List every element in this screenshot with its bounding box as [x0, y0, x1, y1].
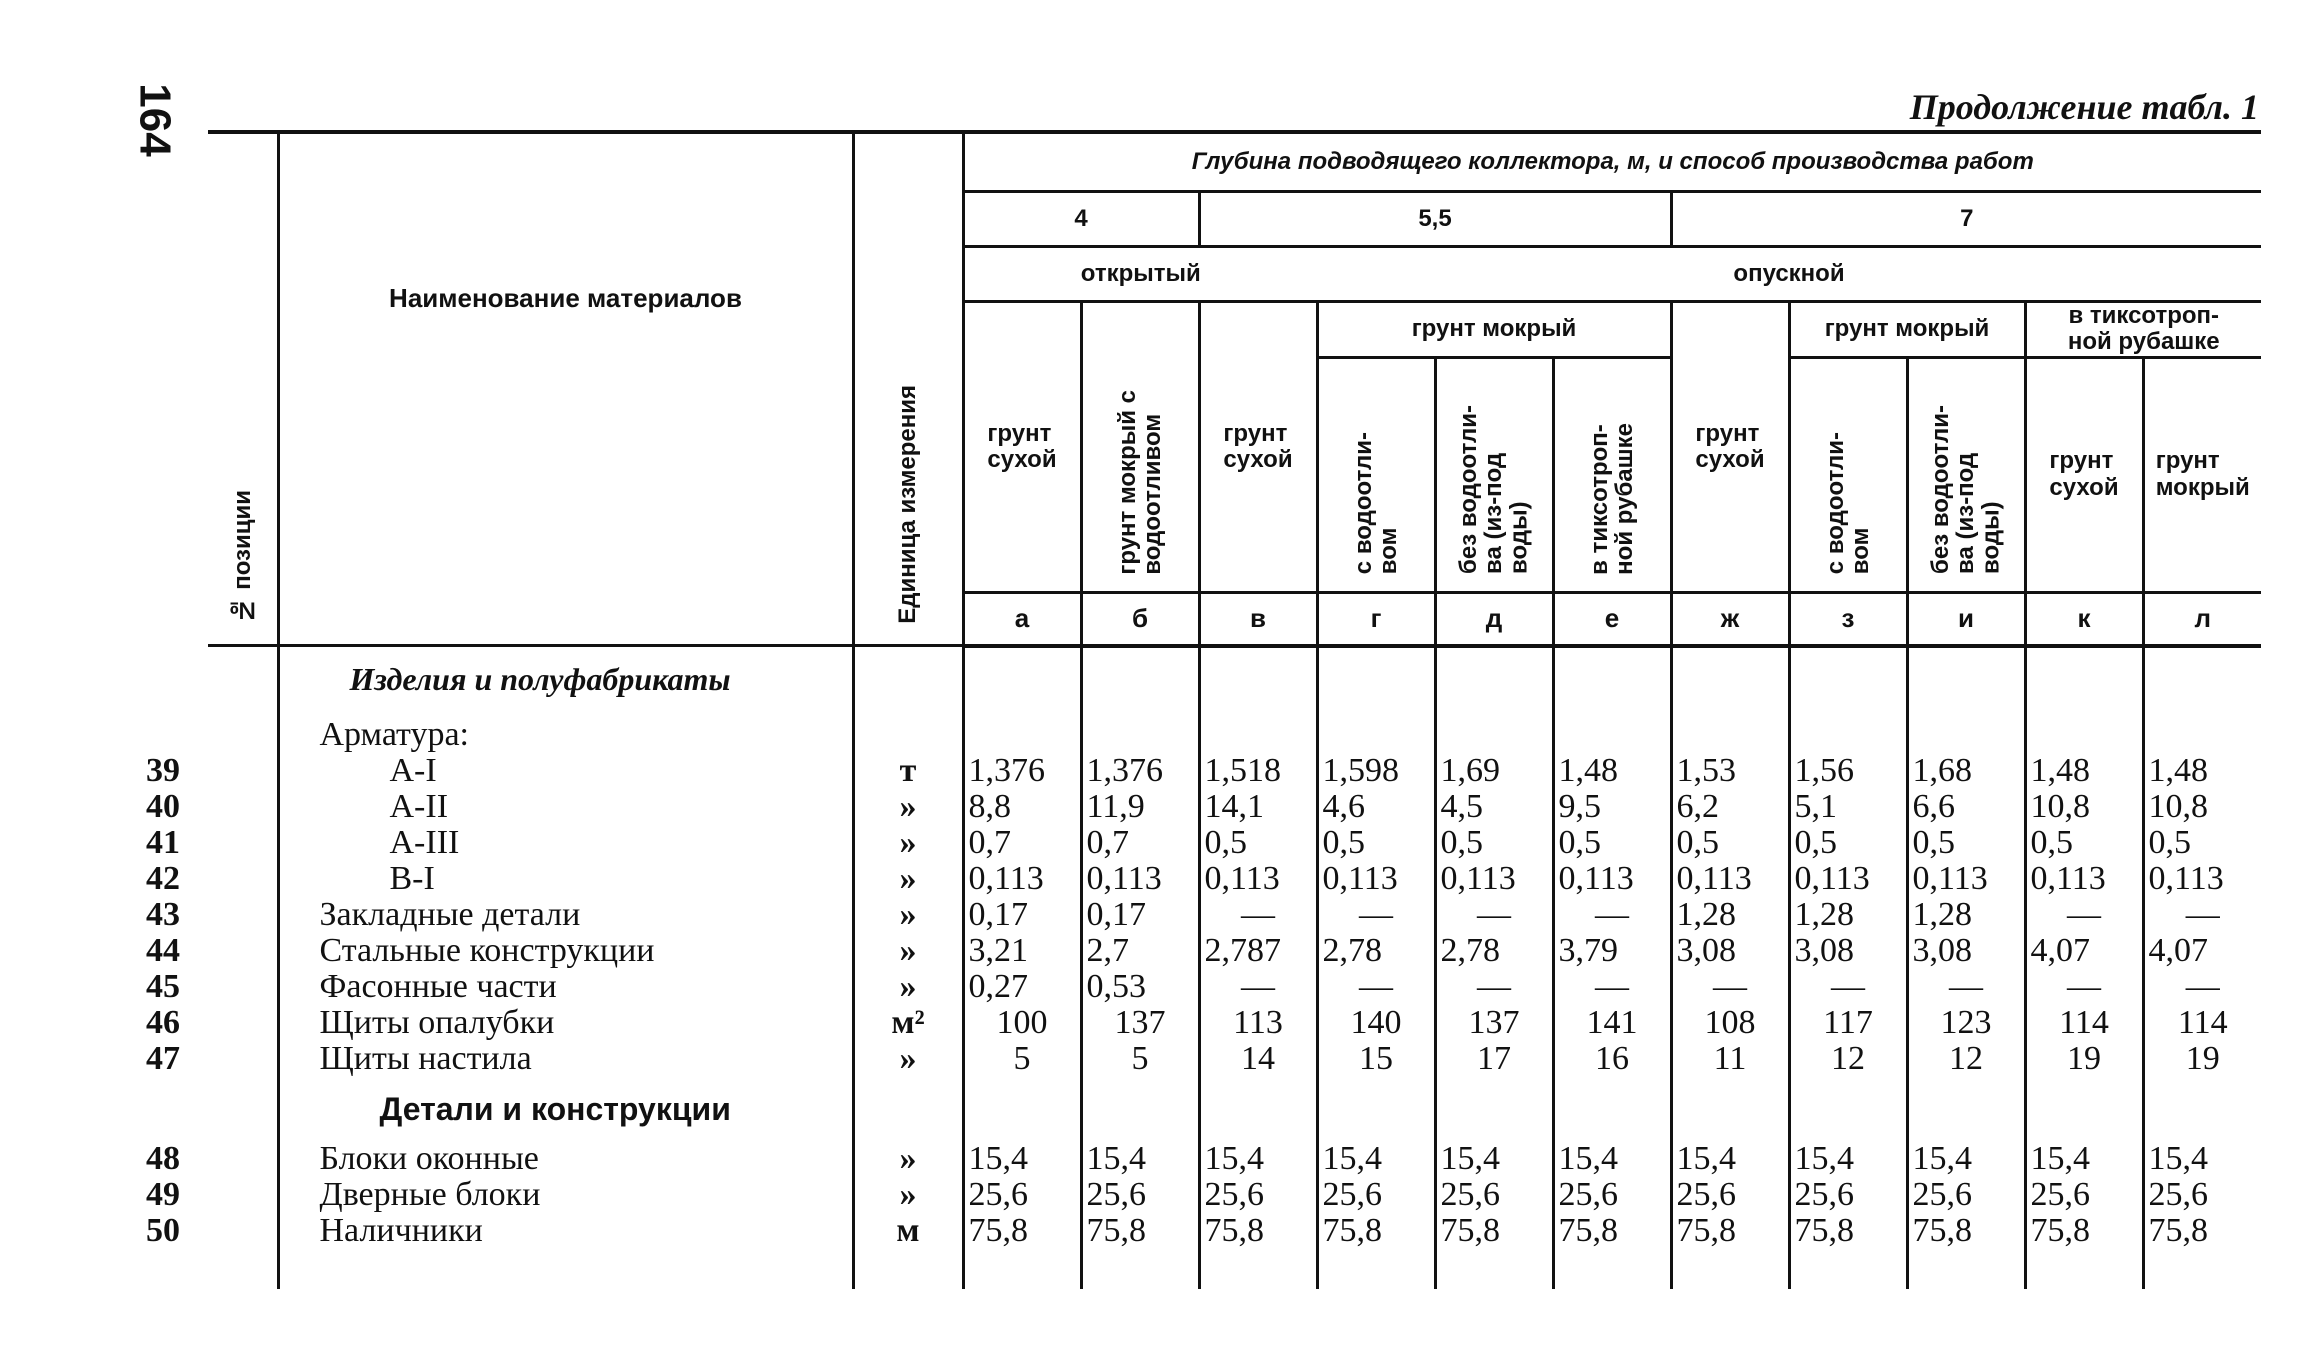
table-body: [146, 646, 2261, 1290]
row-value: 4,6: [1317, 789, 1435, 825]
row-value: 4,5: [1435, 789, 1553, 825]
row-value: 15,4: [963, 1141, 1081, 1177]
row-value: 3,08: [1789, 933, 1907, 969]
row-value: 16: [1553, 1041, 1671, 1077]
row-value: 1,28: [1789, 897, 1907, 933]
depth-55-label: 5,5: [1418, 204, 1452, 232]
row-value: 0,113: [1317, 861, 1435, 897]
row-value: 25,6: [1317, 1177, 1435, 1213]
row-value: 0,5: [2025, 825, 2143, 861]
row-value: 19: [2025, 1041, 2143, 1077]
row-value: 75,8: [1435, 1213, 1553, 1249]
row-value: 19: [2185, 1040, 2220, 1078]
row-value: 15,4: [2025, 1141, 2143, 1177]
row-value: 0,7: [963, 825, 1081, 861]
row-value: 0,113: [1671, 861, 1789, 897]
row-value: —: [1317, 969, 1435, 1005]
table-row: [208, 861, 2261, 897]
row-value: 14: [1199, 1041, 1317, 1077]
row-value: 10,8: [2148, 788, 2208, 826]
row-value: 114: [2177, 1004, 2228, 1042]
row-value: 0,5: [2148, 824, 2191, 862]
row-material-name: Фасонные части: [278, 969, 853, 1005]
col-unit-label: Единица измерения: [894, 385, 922, 624]
sub-l-label: грунт мокрый: [2155, 447, 2250, 501]
letter-b: б: [1081, 592, 1199, 646]
section-details-row: [208, 1077, 2261, 1141]
sub-zh-header: [1671, 302, 1789, 593]
row-value: 6,2: [1671, 789, 1789, 825]
row-value: 1,28: [1671, 897, 1789, 933]
table-row: [208, 1213, 2261, 1249]
row-value: 11,9: [1081, 789, 1199, 825]
continuation-label: Продолжение табл. 1: [1909, 87, 2259, 127]
row-value: 3,08: [1907, 933, 2025, 969]
sub-e-label: в тиксотроп- ной рубашке: [1585, 422, 1638, 575]
row-value: 15: [1317, 1041, 1435, 1077]
row-value: 1,48: [2025, 753, 2143, 789]
row-value: 108: [1671, 1005, 1789, 1041]
row-value: 3,08: [1671, 933, 1789, 969]
row-material-name: Блоки оконные: [278, 1141, 853, 1177]
row-value: —: [1317, 897, 1435, 933]
row-value: 4,07: [2148, 932, 2208, 970]
wet-soil-2-label: грунт мокрый: [1824, 315, 1990, 343]
row-value: —: [1435, 969, 1553, 1005]
col-unit-header: [853, 132, 963, 646]
row-value: 141: [1553, 1005, 1671, 1041]
wet-soil-1-header: [1317, 302, 1671, 358]
row-value: —: [1671, 969, 1789, 1005]
sub-z-label: с водоотли- вом: [1821, 432, 1874, 575]
row-value: —: [2025, 897, 2143, 933]
row-value: 1,518: [1199, 753, 1317, 789]
table-row: [208, 1041, 2261, 1077]
sub-a-header: [963, 302, 1081, 593]
row-unit: »: [853, 861, 963, 897]
table-row: [208, 753, 2261, 789]
row-material-name: А-I: [278, 753, 853, 789]
table-row: [208, 825, 2261, 861]
row-value: 8,8: [963, 789, 1081, 825]
row-value: 75,8: [1553, 1213, 1671, 1249]
row-position: 50: [146, 1213, 216, 1249]
row-value: 15,4: [1199, 1141, 1317, 1177]
row-position: 49: [146, 1177, 216, 1213]
row-value: 75,8: [1907, 1213, 2025, 1249]
row-value: 75,8: [963, 1213, 1081, 1249]
row-value: 2,78: [1435, 933, 1553, 969]
sub-d-header: [1435, 357, 1553, 592]
row-position: 44: [146, 933, 216, 969]
row-unit: »: [853, 969, 963, 1005]
row-value: 2,7: [1081, 933, 1199, 969]
row-value: 15,4: [1553, 1141, 1671, 1177]
row-value: 25,6: [2025, 1177, 2143, 1213]
row-value: 5: [1081, 1041, 1199, 1077]
row-value: 0,113: [1081, 861, 1199, 897]
row-value: 2,78: [1317, 933, 1435, 969]
sub-b-header: [1081, 302, 1199, 593]
armatura-label: Арматура:: [278, 709, 853, 753]
sub-g-label: с водоотли- вом: [1349, 432, 1402, 575]
group-title-header: [963, 132, 2261, 192]
row-value: 0,5: [1317, 825, 1435, 861]
row-material-name: Закладные детали: [278, 897, 853, 933]
sub-a-label: грунт сухой: [987, 419, 1057, 473]
row-value: —: [2185, 896, 2220, 934]
sub-i-label: без водоотли- ва (из-под воды): [1927, 405, 2005, 575]
row-value: 0,113: [2025, 861, 2143, 897]
row-value: 1,48: [1553, 753, 1671, 789]
row-value: 17: [1435, 1041, 1553, 1077]
row-value: 0,113: [1435, 861, 1553, 897]
row-value: 25,6: [1671, 1177, 1789, 1213]
letter-v: в: [1199, 592, 1317, 646]
sub-i-header: [1907, 357, 2025, 592]
row-value: 2,787: [1199, 933, 1317, 969]
depth-4-header: [963, 192, 1199, 247]
sub-g-header: [1317, 357, 1435, 592]
wet-soil-2-header: [1789, 302, 2025, 358]
row-position: 48: [146, 1141, 216, 1177]
row-unit: »: [853, 897, 963, 933]
row-value: 3,21: [963, 933, 1081, 969]
row-value: 25,6: [963, 1177, 1081, 1213]
row-value: 15,4: [2148, 1140, 2208, 1178]
row-value: 12: [1907, 1041, 2025, 1077]
row-value: 5,1: [1789, 789, 1907, 825]
row-value: —: [1553, 897, 1671, 933]
row-position: 45: [146, 969, 216, 1005]
row-value: 11: [1671, 1041, 1789, 1077]
row-value: 1,376: [1081, 753, 1199, 789]
row-value: 140: [1317, 1005, 1435, 1041]
row-value: 137: [1081, 1005, 1199, 1041]
row-position: 41: [146, 825, 216, 861]
sub-k-label: грунт сухой: [2049, 447, 2119, 501]
row-material-name: Щиты опалубки: [278, 1005, 853, 1041]
row-position: 40: [146, 789, 216, 825]
row-value: 0,113: [1553, 861, 1671, 897]
row-material-name: В-I: [278, 861, 853, 897]
row-unit: »: [853, 933, 963, 969]
row-value: 12: [1789, 1041, 1907, 1077]
row-value: 25,6: [1435, 1177, 1553, 1213]
sub-b-label: грунт мокрый с водоотливом: [1113, 389, 1166, 575]
row-value: 0,113: [1199, 861, 1317, 897]
row-value: 100: [963, 1005, 1081, 1041]
row-value: 0,113: [963, 861, 1081, 897]
row-value: —: [1199, 897, 1317, 933]
row-material-name: Дверные блоки: [278, 1177, 853, 1213]
row-position: 47: [146, 1041, 216, 1077]
thixo-group-label: в тиксотроп- ной рубашке: [2067, 302, 2220, 356]
row-value: 75,8: [2025, 1213, 2143, 1249]
section-products-row: [208, 646, 2261, 710]
row-value: —: [1907, 969, 2025, 1005]
row-value: —: [2185, 968, 2220, 1006]
table-header: [208, 132, 2261, 646]
sub-l-header: [2143, 357, 2261, 592]
row-value: 15,4: [1789, 1141, 1907, 1177]
depth-55-header: [1199, 192, 1671, 247]
row-position: 42: [146, 861, 216, 897]
row-value: 1,69: [1435, 753, 1553, 789]
row-value: 1,56: [1789, 753, 1907, 789]
table-row: [208, 933, 2261, 969]
row-unit: »: [853, 825, 963, 861]
row-value: 1,376: [963, 753, 1081, 789]
row-value: 0,5: [1199, 825, 1317, 861]
method-sinking-header: [1317, 247, 2261, 302]
sub-zh-label: грунт сухой: [1695, 419, 1765, 473]
row-unit: »: [853, 1141, 963, 1177]
row-value: 9,5: [1553, 789, 1671, 825]
row-value: 0,17: [963, 897, 1081, 933]
row-value: —: [1435, 897, 1553, 933]
letter-z: з: [1789, 592, 1907, 646]
row-value: —: [1789, 969, 1907, 1005]
row-value: 1,53: [1671, 753, 1789, 789]
sub-z-header: [1789, 357, 1907, 592]
row-position: 46: [146, 1005, 216, 1041]
table-row: [208, 1177, 2261, 1213]
row-value: 15,4: [1907, 1141, 2025, 1177]
table-row: [208, 1005, 2261, 1041]
row-value: 15,4: [1435, 1141, 1553, 1177]
method-sinking-label: опускной: [1733, 259, 1845, 287]
row-unit: »: [853, 1177, 963, 1213]
letter-a: а: [963, 592, 1081, 646]
row-value: 0,17: [1081, 897, 1199, 933]
row-value: 6,6: [1907, 789, 2025, 825]
row-value: 113: [1199, 1005, 1317, 1041]
page-number: 164: [130, 83, 180, 157]
row-value: 0,113: [1907, 861, 2025, 897]
row-value: 15,4: [1671, 1141, 1789, 1177]
table-row: [208, 1141, 2261, 1177]
col-name-header: [278, 132, 853, 646]
row-value: 1,48: [2148, 752, 2208, 790]
letter-i: и: [1907, 592, 2025, 646]
row-value: 0,113: [2148, 860, 2224, 898]
table-spacer-row: [208, 1249, 2261, 1289]
row-value: —: [1199, 969, 1317, 1005]
row-material-name: А-III: [278, 825, 853, 861]
sub-k-header: [2025, 357, 2143, 592]
row-value: 137: [1435, 1005, 1553, 1041]
letter-k: к: [2025, 592, 2143, 646]
row-value: 1,598: [1317, 753, 1435, 789]
row-value: 75,8: [1671, 1213, 1789, 1249]
sub-v-header: [1199, 302, 1317, 593]
group-title: Глубина подводящего коллектора, м, и способ производства работ: [1191, 147, 2034, 175]
row-value: 114: [2025, 1005, 2143, 1041]
row-material-name: Щиты настила: [278, 1041, 853, 1077]
method-open-header: [963, 247, 1317, 302]
row-value: 25,6: [1199, 1177, 1317, 1213]
row-value: 15,4: [1317, 1141, 1435, 1177]
row-value: 0,5: [1789, 825, 1907, 861]
row-value: 1,28: [1907, 897, 2025, 933]
row-value: 75,8: [1199, 1213, 1317, 1249]
row-value: 75,8: [1789, 1213, 1907, 1249]
depth-7-label: 7: [1960, 204, 1974, 232]
row-value: 4,07: [2025, 933, 2143, 969]
col-position-header: [208, 132, 278, 646]
table-row: [208, 969, 2261, 1005]
row-material-name: Наличники: [278, 1213, 853, 1249]
row-value: 123: [1907, 1005, 2025, 1041]
method-open-label: открытый: [1080, 259, 1201, 287]
row-value: 0,5: [1671, 825, 1789, 861]
row-value: 0,27: [963, 969, 1081, 1005]
row-value: 15,4: [1081, 1141, 1199, 1177]
letter-g: г: [1317, 592, 1435, 646]
row-value: 0,5: [1553, 825, 1671, 861]
row-value: 3,79: [1553, 933, 1671, 969]
row-value: 117: [1789, 1005, 1907, 1041]
row-unit: »: [853, 1041, 963, 1077]
row-value: 25,6: [1907, 1177, 2025, 1213]
row-value: 75,8: [1317, 1213, 1435, 1249]
table-row: [208, 789, 2261, 825]
sub-v-label: грунт сухой: [1223, 419, 1293, 473]
row-value: 0,7: [1081, 825, 1199, 861]
row-value: 25,6: [1081, 1177, 1199, 1213]
letter-zh: ж: [1671, 592, 1789, 646]
row-material-name: Стальные конструкции: [278, 933, 853, 969]
sub-d-label: без водоотли- ва (из-под воды): [1455, 405, 1533, 575]
row-value: 5: [963, 1041, 1081, 1077]
row-value: 0,53: [1081, 969, 1199, 1005]
row-value: 25,6: [1789, 1177, 1907, 1213]
materials-table: [146, 130, 2261, 1289]
row-value: 75,8: [1081, 1213, 1199, 1249]
armatura-row: [208, 709, 2261, 753]
row-unit: м²: [853, 1005, 963, 1041]
row-unit: м: [853, 1213, 963, 1249]
row-value: 75,8: [2148, 1212, 2208, 1250]
row-position: 43: [146, 897, 216, 933]
letter-l: л: [2143, 592, 2261, 646]
letter-d: д: [1435, 592, 1553, 646]
col-position-label: № позиции: [228, 490, 256, 624]
section-details-title: Детали и конструкции: [278, 1077, 853, 1141]
depth-4-label: 4: [1074, 204, 1088, 232]
letter-e: е: [1553, 592, 1671, 646]
row-unit: »: [853, 789, 963, 825]
row-material-name: А-II: [278, 789, 853, 825]
row-value: 0,113: [1789, 861, 1907, 897]
row-unit: т: [853, 753, 963, 789]
row-value: —: [2025, 969, 2143, 1005]
col-name-label: Наименование материалов: [389, 283, 742, 313]
sub-e-header: [1553, 357, 1671, 592]
thixo-group-header: [2025, 302, 2261, 358]
table-row: [208, 897, 2261, 933]
row-value: 0,5: [1435, 825, 1553, 861]
row-value: 25,6: [1553, 1177, 1671, 1213]
row-value: 10,8: [2025, 789, 2143, 825]
wet-soil-1-label: грунт мокрый: [1411, 315, 1577, 343]
depth-7-header: [1671, 192, 2261, 247]
section-products-title: Изделия и полуфабрикаты: [278, 646, 853, 710]
row-value: 14,1: [1199, 789, 1317, 825]
row-position: 39: [146, 753, 216, 789]
row-value: —: [1553, 969, 1671, 1005]
row-value: 0,5: [1907, 825, 2025, 861]
row-value: 1,68: [1907, 753, 2025, 789]
row-value: 25,6: [2148, 1176, 2208, 1214]
